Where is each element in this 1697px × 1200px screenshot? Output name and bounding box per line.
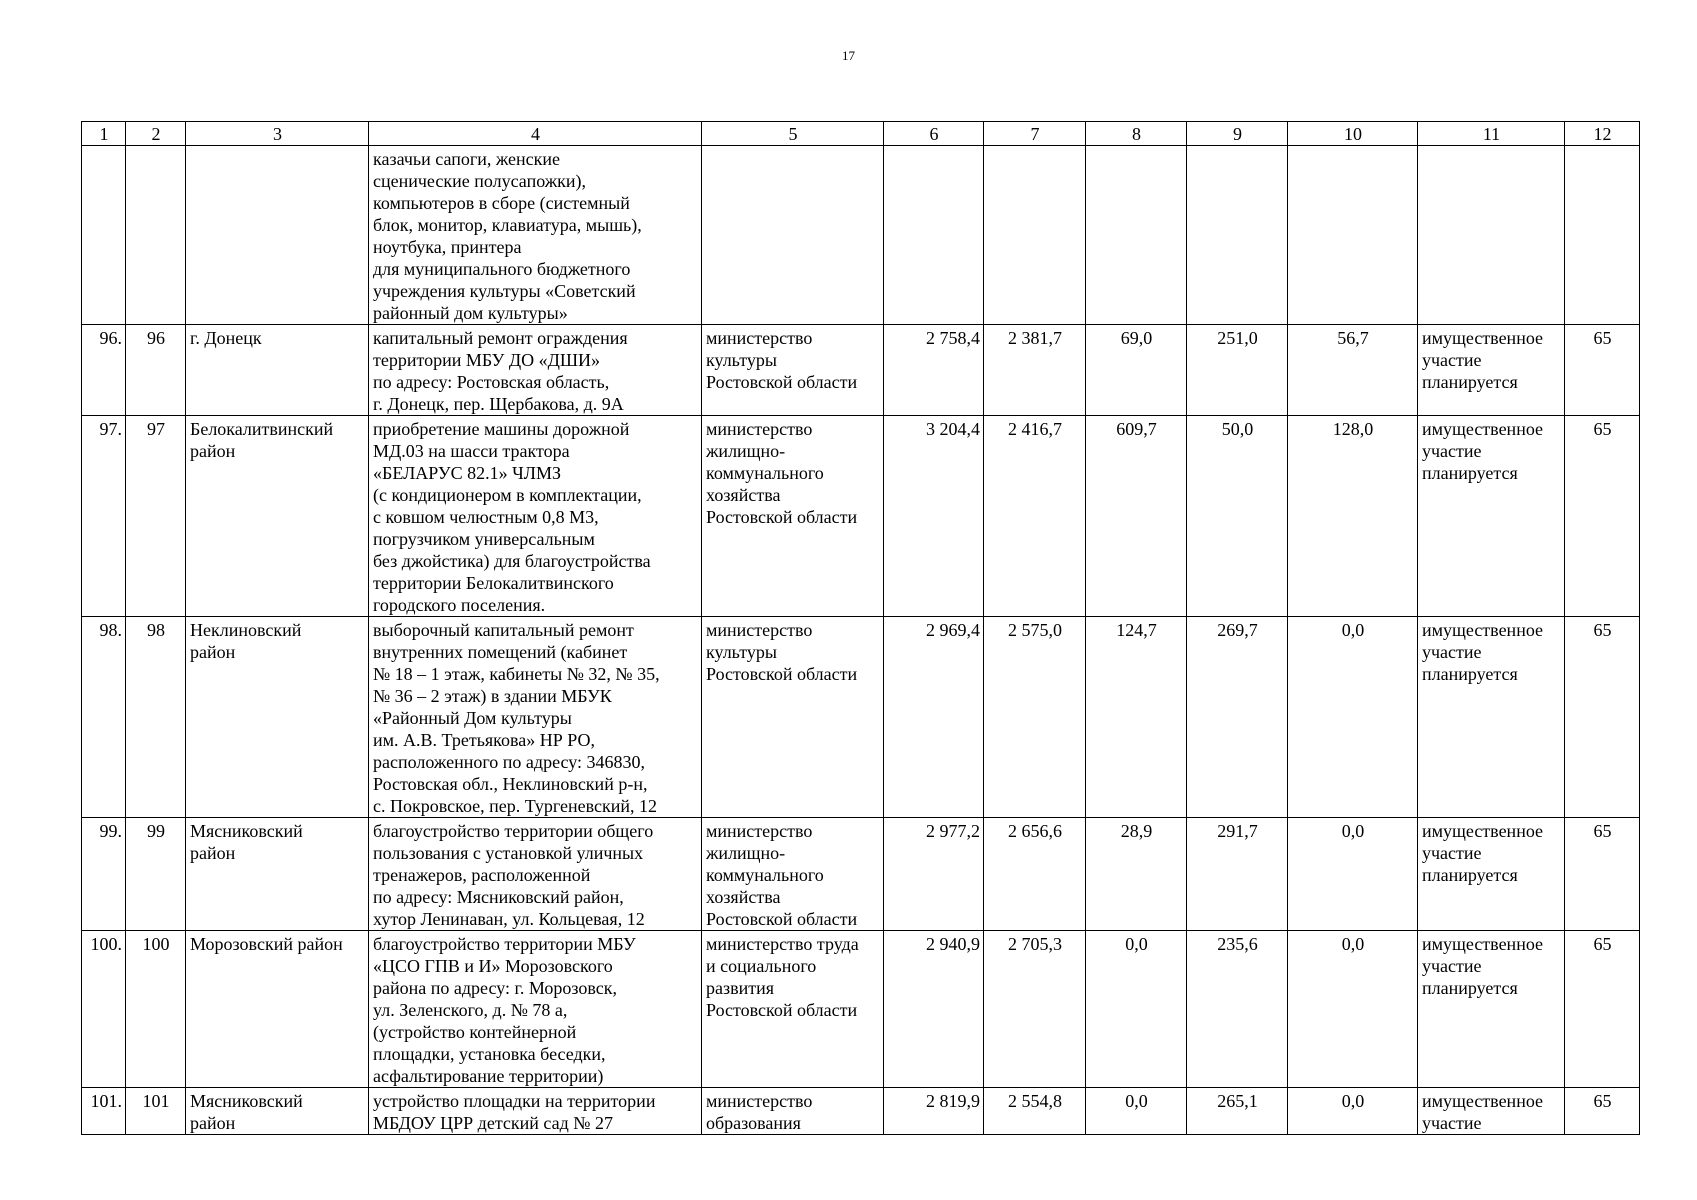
table-row xyxy=(82,818,1640,931)
amount-col8-cell: 609,7 xyxy=(1086,416,1187,617)
cell-line: Морозовский район xyxy=(190,934,343,954)
cell-line: район xyxy=(190,441,236,461)
ministry-cell xyxy=(702,146,884,325)
cell-line: (устройство контейнерной xyxy=(373,1022,577,1042)
row-number-cell: 97. xyxy=(82,416,126,617)
cell-line: Ростовской области xyxy=(706,909,858,929)
cell-line: приобретение машины дорожной xyxy=(373,419,630,439)
amount-col10-cell: 0,0 xyxy=(1288,818,1418,931)
column-header-3: 3 xyxy=(186,122,369,146)
amount-col8-cell: 0,0 xyxy=(1086,931,1187,1088)
cell-line: имущественное xyxy=(1422,821,1544,841)
amount-col9-cell: 265,1 xyxy=(1187,1088,1288,1135)
cell-line: министерство xyxy=(706,328,813,348)
amount-col7-cell: 2 575,0 xyxy=(984,617,1086,818)
cell-line: район xyxy=(190,843,236,863)
municipality-cell xyxy=(186,1088,369,1135)
amount-col8-cell: 124,7 xyxy=(1086,617,1187,818)
cell-line: «ЦСО ГПВ и И» Морозовского xyxy=(373,956,613,976)
row-number-cell: 99. xyxy=(82,818,126,931)
amount-total-cell: 2 758,4 xyxy=(884,325,984,416)
amount-col9-cell xyxy=(1187,146,1288,325)
amount-total-cell xyxy=(884,146,984,325)
cell-line: с. Покровское, пер. Тургеневский, 12 xyxy=(373,796,658,816)
amount-col10-cell: 0,0 xyxy=(1288,617,1418,818)
cell-line: площадки, установка беседки, xyxy=(373,1044,606,1064)
cell-line: (с кондиционером в комплектации, xyxy=(373,485,642,505)
cell-line: имущественное xyxy=(1422,328,1544,348)
cell-line: благоустройство территории общего xyxy=(373,821,654,841)
amount-col9-cell: 269,7 xyxy=(1187,617,1288,818)
description-cell xyxy=(369,818,702,931)
row-number-cell: 100. xyxy=(82,931,126,1088)
cell-line: коммунального xyxy=(706,463,824,483)
cell-line: участие xyxy=(1422,441,1482,461)
amount-col10-cell: 0,0 xyxy=(1288,1088,1418,1135)
cell-line: министерство xyxy=(706,419,813,439)
page-number: 17 xyxy=(842,48,855,63)
cell-line: образования xyxy=(706,1113,801,1133)
cell-line: хозяйства xyxy=(706,485,781,505)
amount-col8-cell: 0,0 xyxy=(1086,1088,1187,1135)
cell-line: учреждения культуры «Советский xyxy=(373,281,636,301)
column-header-10: 10 xyxy=(1288,122,1418,146)
column-header-12: 12 xyxy=(1565,122,1640,146)
cell-line: районный дом культуры» xyxy=(373,303,568,323)
participation-cell xyxy=(1418,325,1565,416)
cell-line: культуры xyxy=(706,642,777,662)
amount-col7-cell: 2 381,7 xyxy=(984,325,1086,416)
cell-line: Ростовской области xyxy=(706,507,858,527)
cell-line: имущественное xyxy=(1422,620,1544,640)
cell-line: ноутбука, принтера xyxy=(373,237,522,257)
cell-line: участие xyxy=(1422,843,1482,863)
cell-line: по адресу: Ростовская область, xyxy=(373,372,610,392)
cell-line: МД.03 на шасси трактора xyxy=(373,441,570,461)
cell-line: выборочный капитальный ремонт xyxy=(373,620,634,640)
cell-line: блок, монитор, клавиатура, мышь), xyxy=(373,215,642,235)
cell-line: министерство труда xyxy=(706,934,859,954)
cell-line: казачьи сапоги, женские xyxy=(373,149,561,169)
table-row xyxy=(82,416,1640,617)
ministry-cell xyxy=(702,818,884,931)
description-cell xyxy=(369,146,702,325)
cell-line: по адресу: Мясниковский район, xyxy=(373,887,624,907)
amount-col9-cell: 50,0 xyxy=(1187,416,1288,617)
row-number-cell: 101. xyxy=(82,1088,126,1135)
cell-line: планируется xyxy=(1422,463,1518,483)
cell-line: коммунального xyxy=(706,865,824,885)
participation-cell xyxy=(1418,416,1565,617)
cell-line: «Районный Дом культуры xyxy=(373,708,572,728)
cell-line: тренажеров, расположенной xyxy=(373,865,591,885)
amount-col7-cell: 2 416,7 xyxy=(984,416,1086,617)
cell-line: № 18 – 1 этаж, кабинеты № 32, № 35, xyxy=(373,664,660,684)
cell-line: жилищно- xyxy=(706,843,786,863)
ministry-cell xyxy=(702,1088,884,1135)
cell-line: министерство xyxy=(706,821,813,841)
amount-col8-cell xyxy=(1086,146,1187,325)
col12-cell: 65 xyxy=(1565,617,1640,818)
ministry-cell xyxy=(702,416,884,617)
amount-total-cell: 2 977,2 xyxy=(884,818,984,931)
table-header-row xyxy=(82,122,1640,146)
municipality-cell xyxy=(186,617,369,818)
participation-cell xyxy=(1418,1088,1565,1135)
cell-line: имущественное xyxy=(1422,419,1544,439)
code-cell xyxy=(126,146,186,325)
municipality-cell xyxy=(186,325,369,416)
amount-col8-cell: 69,0 xyxy=(1086,325,1187,416)
col12-cell: 65 xyxy=(1565,818,1640,931)
cell-line: пользования с установкой уличных xyxy=(373,843,644,863)
cell-line: устройство площадки на территории xyxy=(373,1091,656,1111)
description-cell xyxy=(369,931,702,1088)
amount-col10-cell: 128,0 xyxy=(1288,416,1418,617)
cell-line: хозяйства xyxy=(706,887,781,907)
cell-line: Ростовской области xyxy=(706,372,858,392)
cell-line: района по адресу: г. Морозовск, xyxy=(373,978,618,998)
code-cell: 101 xyxy=(126,1088,186,1135)
amount-col9-cell: 291,7 xyxy=(1187,818,1288,931)
description-cell xyxy=(369,416,702,617)
column-header-6: 6 xyxy=(884,122,984,146)
participation-cell xyxy=(1418,931,1565,1088)
amount-total-cell: 3 204,4 xyxy=(884,416,984,617)
cell-line: хутор Ленинаван, ул. Кольцевая, 12 xyxy=(373,909,645,929)
cell-line: участие xyxy=(1422,642,1482,662)
column-header-7: 7 xyxy=(984,122,1086,146)
cell-line: жилищно- xyxy=(706,441,786,461)
cell-line: министерство xyxy=(706,620,813,640)
ministry-cell xyxy=(702,617,884,818)
table-row xyxy=(82,325,1640,416)
cell-line: ул. Зеленского, д. № 78 а, xyxy=(373,1000,568,1020)
cell-line: Белокалитвинский xyxy=(190,419,334,439)
col12-cell xyxy=(1565,146,1640,325)
participation-cell xyxy=(1418,146,1565,325)
cell-line: территории Белокалитвинского xyxy=(373,573,614,593)
cell-line: г. Донецк, пер. Щербакова, д. 9А xyxy=(373,394,624,414)
description-cell xyxy=(369,617,702,818)
table-body xyxy=(82,122,1640,1135)
cell-line: имущественное xyxy=(1422,1091,1544,1111)
amount-total-cell: 2 969,4 xyxy=(884,617,984,818)
cell-line: Ростовской области xyxy=(706,1000,858,1020)
column-header-2: 2 xyxy=(126,122,186,146)
amount-total-cell: 2 819,9 xyxy=(884,1088,984,1135)
participation-cell xyxy=(1418,818,1565,931)
cell-line: сценические полусапожки), xyxy=(373,171,587,191)
cell-line: участие xyxy=(1422,350,1482,370)
cell-line: территории МБУ ДО «ДШИ» xyxy=(373,350,601,370)
column-header-11: 11 xyxy=(1418,122,1565,146)
municipality-cell xyxy=(186,931,369,1088)
row-number-cell: 96. xyxy=(82,325,126,416)
col12-cell: 65 xyxy=(1565,931,1640,1088)
table-row xyxy=(82,1088,1640,1135)
cell-line: без джойстика) для благоустройства xyxy=(373,551,651,571)
cell-line: «БЕЛАРУС 82.1» ЧЛМЗ xyxy=(373,463,562,483)
code-cell: 99 xyxy=(126,818,186,931)
amount-col7-cell: 2 554,8 xyxy=(984,1088,1086,1135)
cell-line: и социального xyxy=(706,956,817,976)
cell-line: участие xyxy=(1422,956,1482,976)
cell-line: расположенного по адресу: 346830, xyxy=(373,752,646,772)
cell-line: участие xyxy=(1422,1113,1482,1133)
cell-line: имущественное xyxy=(1422,934,1544,954)
amount-total-cell: 2 940,9 xyxy=(884,931,984,1088)
data-table xyxy=(81,121,1640,1135)
table-row xyxy=(82,146,1640,325)
cell-line: МБДОУ ЦРР детский сад № 27 xyxy=(373,1113,613,1133)
code-cell: 96 xyxy=(126,325,186,416)
cell-line: культуры xyxy=(706,350,777,370)
cell-line: городского поселения. xyxy=(373,595,546,615)
code-cell: 100 xyxy=(126,931,186,1088)
col12-cell: 65 xyxy=(1565,325,1640,416)
cell-line: планируется xyxy=(1422,372,1518,392)
cell-line: район xyxy=(190,642,236,662)
amount-col7-cell: 2 656,6 xyxy=(984,818,1086,931)
cell-line: благоустройство территории МБУ xyxy=(373,934,636,954)
description-cell xyxy=(369,1088,702,1135)
row-number-cell: 98. xyxy=(82,617,126,818)
table-row xyxy=(82,931,1640,1088)
column-header-8: 8 xyxy=(1086,122,1187,146)
column-header-9: 9 xyxy=(1187,122,1288,146)
amount-col10-cell xyxy=(1288,146,1418,325)
cell-line: министерство xyxy=(706,1091,813,1111)
cell-line: Ростовской области xyxy=(706,664,858,684)
code-cell: 98 xyxy=(126,617,186,818)
cell-line: для муниципального бюджетного xyxy=(373,259,631,279)
ministry-cell xyxy=(702,325,884,416)
amount-col7-cell xyxy=(984,146,1086,325)
code-cell: 97 xyxy=(126,416,186,617)
cell-line: асфальтирование территории) xyxy=(373,1066,604,1086)
participation-cell xyxy=(1418,617,1565,818)
description-cell xyxy=(369,325,702,416)
column-header-4: 4 xyxy=(369,122,702,146)
cell-line: район xyxy=(190,1113,236,1133)
cell-line: планируется xyxy=(1422,978,1518,998)
col12-cell: 65 xyxy=(1565,1088,1640,1135)
amount-col9-cell: 235,6 xyxy=(1187,931,1288,1088)
cell-line: компьютеров в сборе (системный xyxy=(373,193,630,213)
ministry-cell xyxy=(702,931,884,1088)
cell-line: развития xyxy=(706,978,775,998)
municipality-cell xyxy=(186,818,369,931)
column-header-5: 5 xyxy=(702,122,884,146)
col12-cell: 65 xyxy=(1565,416,1640,617)
cell-line: внутренних помещений (кабинет xyxy=(373,642,628,662)
amount-col7-cell: 2 705,3 xyxy=(984,931,1086,1088)
cell-line: с ковшом челюстным 0,8 М3, xyxy=(373,507,599,527)
amount-col10-cell: 0,0 xyxy=(1288,931,1418,1088)
cell-line: планируется xyxy=(1422,664,1518,684)
cell-line: погрузчиком универсальным xyxy=(373,529,595,549)
municipality-cell xyxy=(186,416,369,617)
cell-line: Неклиновский xyxy=(190,620,302,640)
row-number-cell xyxy=(82,146,126,325)
cell-line: им. А.В. Третьякова» НР РО, xyxy=(373,730,596,750)
cell-line: Мясниковский xyxy=(190,1091,303,1111)
cell-line: Ростовская обл., Неклиновский р-н, xyxy=(373,774,648,794)
cell-line: № 36 – 2 этаж) в здании МБУК xyxy=(373,686,612,706)
municipality-cell xyxy=(186,146,369,325)
cell-line: г. Донецк xyxy=(190,328,262,348)
amount-col10-cell: 56,7 xyxy=(1288,325,1418,416)
amount-col8-cell: 28,9 xyxy=(1086,818,1187,931)
cell-line: Мясниковский xyxy=(190,821,303,841)
cell-line: планируется xyxy=(1422,865,1518,885)
table-row xyxy=(82,617,1640,818)
amount-col9-cell: 251,0 xyxy=(1187,325,1288,416)
column-header-1: 1 xyxy=(82,122,126,146)
cell-line: капитальный ремонт ограждения xyxy=(373,328,628,348)
